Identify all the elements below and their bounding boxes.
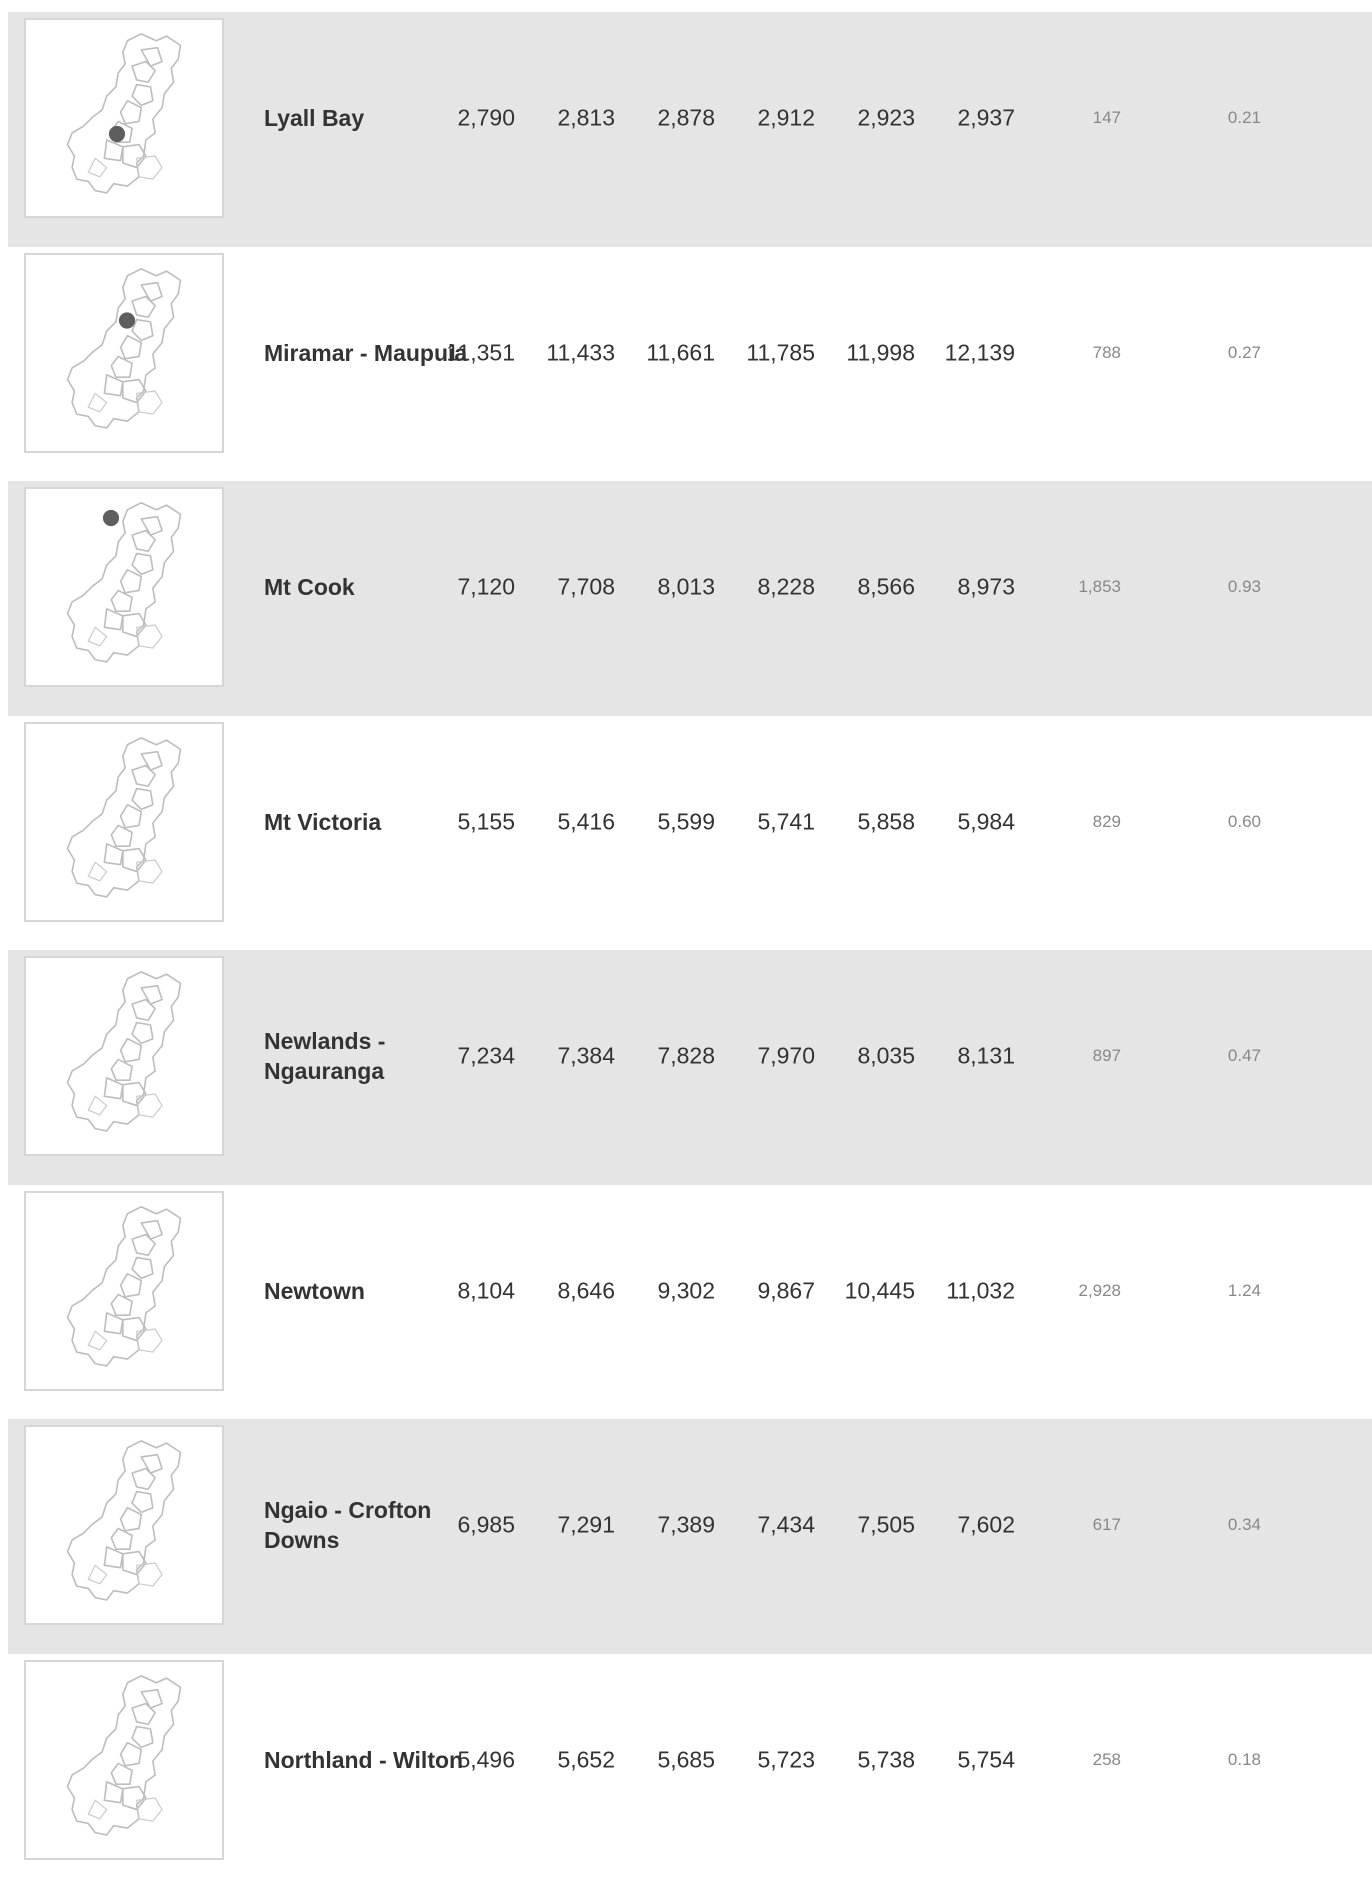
population-value: 5,496 [395, 1746, 515, 1773]
rate-value: 0.21 [1161, 108, 1261, 128]
map-miramar-maupuia-icon[interactable] [24, 253, 224, 453]
change-value: 1,853 [1021, 577, 1121, 597]
population-value: 12,139 [895, 339, 1015, 366]
population-value: 5,155 [395, 808, 515, 835]
map-ngaio-crofton-downs-icon[interactable] [24, 1425, 224, 1625]
area-name[interactable]: Miramar - Maupuia [264, 338, 494, 368]
change-value: 897 [1021, 1046, 1121, 1066]
population-value: 6,985 [395, 1512, 515, 1539]
map-newlands-ngauranga-icon[interactable] [24, 956, 224, 1156]
population-value: 11,032 [895, 1277, 1015, 1304]
population-value: 9,302 [595, 1277, 715, 1304]
location-marker [103, 510, 119, 526]
map-mt-cook-icon[interactable] [24, 487, 224, 687]
change-value: 829 [1021, 812, 1121, 832]
population-value: 7,828 [595, 1043, 715, 1070]
population-value: 11,785 [695, 339, 815, 366]
population-value: 7,291 [495, 1512, 615, 1539]
area-name[interactable]: Mt Victoria [264, 807, 494, 837]
population-value: 5,858 [795, 808, 915, 835]
population-value: 2,937 [895, 105, 1015, 132]
population-value: 5,652 [495, 1746, 615, 1773]
population-value: 7,602 [895, 1512, 1015, 1539]
population-table [8, 12, 1372, 1888]
population-value: 11,351 [395, 339, 515, 366]
population-value: 7,234 [395, 1043, 515, 1070]
population-value: 11,433 [495, 339, 615, 366]
population-value: 8,013 [595, 574, 715, 601]
rate-value: 0.60 [1161, 812, 1261, 832]
population-value: 7,120 [395, 574, 515, 601]
population-value: 2,912 [695, 105, 815, 132]
population-value: 5,741 [695, 808, 815, 835]
table-row [8, 1654, 1372, 1888]
population-value: 8,035 [795, 1043, 915, 1070]
population-value: 10,445 [795, 1277, 915, 1304]
map-lyall-bay-icon[interactable] [24, 18, 224, 218]
population-value: 9,867 [695, 1277, 815, 1304]
population-value: 2,923 [795, 105, 915, 132]
map-mt-victoria-icon[interactable] [24, 722, 224, 922]
table-row [8, 716, 1372, 951]
rate-value: 0.47 [1161, 1046, 1261, 1066]
population-value: 5,754 [895, 1746, 1015, 1773]
population-value: 2,790 [395, 105, 515, 132]
population-value: 8,566 [795, 574, 915, 601]
change-value: 617 [1021, 1515, 1121, 1535]
area-name[interactable]: Newlands - Ngauranga [264, 1026, 494, 1086]
table-row [8, 481, 1372, 716]
change-value: 147 [1021, 108, 1121, 128]
change-value: 258 [1021, 1750, 1121, 1770]
map-northland-wilton-icon[interactable] [24, 1660, 224, 1860]
population-value: 5,738 [795, 1746, 915, 1773]
population-value: 5,416 [495, 808, 615, 835]
population-value: 5,685 [595, 1746, 715, 1773]
population-value: 8,228 [695, 574, 815, 601]
rate-value: 0.18 [1161, 1750, 1261, 1770]
population-value: 5,984 [895, 808, 1015, 835]
table-row [8, 12, 1372, 247]
area-name[interactable]: Ngaio - Crofton Downs [264, 1495, 494, 1555]
population-value: 11,661 [595, 339, 715, 366]
area-name[interactable]: Lyall Bay [264, 103, 494, 133]
area-name[interactable]: Northland - Wilton [264, 1745, 494, 1775]
table-row [8, 247, 1372, 482]
map-newtown-icon[interactable] [24, 1191, 224, 1391]
location-marker [119, 312, 135, 328]
population-value: 8,646 [495, 1277, 615, 1304]
rate-value: 0.34 [1161, 1515, 1261, 1535]
population-value: 7,434 [695, 1512, 815, 1539]
population-value: 7,708 [495, 574, 615, 601]
population-value: 7,389 [595, 1512, 715, 1539]
population-value: 7,970 [695, 1043, 815, 1070]
population-value: 7,505 [795, 1512, 915, 1539]
area-name[interactable]: Mt Cook [264, 572, 494, 602]
location-marker [109, 126, 125, 142]
population-value: 7,384 [495, 1043, 615, 1070]
change-value: 2,928 [1021, 1281, 1121, 1301]
table-row [8, 1185, 1372, 1420]
rate-value: 1.24 [1161, 1281, 1261, 1301]
population-value: 2,813 [495, 105, 615, 132]
population-value: 8,973 [895, 574, 1015, 601]
table-row [8, 1419, 1372, 1654]
population-value: 11,998 [795, 339, 915, 366]
population-value: 2,878 [595, 105, 715, 132]
population-value: 5,723 [695, 1746, 815, 1773]
table-row [8, 950, 1372, 1185]
change-value: 788 [1021, 343, 1121, 363]
population-value: 8,104 [395, 1277, 515, 1304]
population-value: 8,131 [895, 1043, 1015, 1070]
area-name[interactable]: Newtown [264, 1276, 494, 1306]
rate-value: 0.93 [1161, 577, 1261, 597]
population-value: 5,599 [595, 808, 715, 835]
rate-value: 0.27 [1161, 343, 1261, 363]
